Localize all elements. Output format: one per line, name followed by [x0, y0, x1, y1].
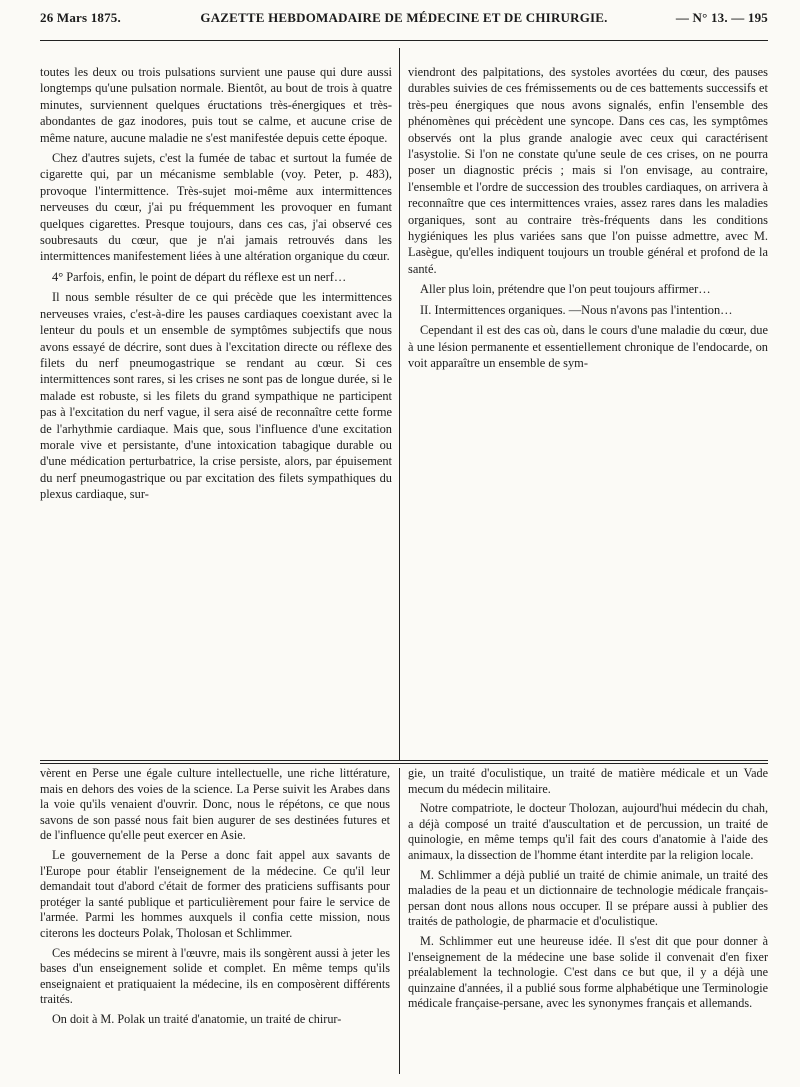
- paragraph: gie, un traité d'oculistique, un traité de matière médicale et un Vade mecum du médecin militaire.: [408, 766, 768, 796]
- paragraph: M. Schlimmer a déjà publié un traité de chimie animale, un traité des maladies de la peau et un dictionnaire de technologie médicale français-persan dont nous allons nous occuper. Il se prépare aussi à publier des traités de pathologie, de pharmacie et d'oculistique.: [408, 867, 768, 929]
- header-title: GAZETTE HEBDOMADAIRE DE MÉDECINE ET DE CHIRURGIE.: [200, 10, 608, 25]
- column-top-right: [408, 64, 768, 758]
- paragraph: toutes les deux ou trois pulsations survient une pause qui dure aussi longtemps qu'une pulsation normale. Bientôt, au bout de trois à quatre minutes, surviennent quelques éructations très-énergiques et très-abondantes de gaz inodores, puis tout se calme, et aucune crise de même nature, aucune maladie ne s'est manifestée depuis cette époque.: [40, 65, 392, 145]
- section-paragraph: II. Intermittences organiques. —Nous n'avons pas l'intention…: [420, 302, 733, 317]
- header-rule: [40, 40, 768, 41]
- paragraph: Le gouvernement de la Perse a donc fait appel aux savants de l'Europe pour établir l'enseignement de la médecine. Ce qu'il leur demandait tout d'abord c'était de former des praticiens suffisants pour protéger la santé publique et particulièrement pour faire le service de l'armée. Parmi les hommes auxquels il confia cette mission, nous citerons les docteurs Polak, Tholosan et Schlimmer.: [40, 847, 390, 940]
- paragraph: Chez d'autres sujets, c'est la fumée de tabac et surtout la fumée de cigarette qui, par un mécanisme semblable (voy. Peter, p. 483), provoque l'intermittence. Très-sujet moi-même aux intermittences nerveuses du cœur, j'ai pu fréquemment les provoquer en fumant quelques cigarettes. Presque toujours, dans ces cas, j'ai observé ces soubresauts du cœur, que je n'ai jamais retrouvés dans les intermittences manifestement liées à une altération organique du cœur.: [40, 151, 392, 264]
- column-top-left: [40, 64, 392, 758]
- paragraph: viendront des palpitations, des systoles avortées du cœur, des pauses durables suivies de ces frémissements ou de ces battements successifs et très-peu énergiques que nous avons signalés, enfin l'ensemble des phénomènes qui précèdent une syncope. Dans ces cas, les symptômes observés ont la plus grande analogie avec ceux qui caractérisent l'asystolie. Si l'on ne constate qu'une seule de ces crises, on ne pourra poser un diagnostic précis ; mais si l'on envisage, au contraire, l'ensemble et l'ordre de succession des troubles cardiaques, on arrivera à reconnaître que ces intermittences vraies, assez rares dans les maladies organiques, sont au contraire très-fréquents dans les conditions hygiéniques les plus variées sans que l'on puisse admettre, avec M. Lasègue, qu'elles indiquent toujours un trouble général et profond de la santé.: [408, 65, 768, 276]
- header-issue-page: — N° 13. — 195: [675, 10, 768, 25]
- paragraph: Notre compatriote, le docteur Tholozan, aujourd'hui médecin du chah, a déjà composé un traité d'auscultation et de percussion, un traité de quinologie, en même temps qu'il fait des cours d'anatomie à l'aide des animaux, la dissection de l'homme étant interdite par la religion locale.: [408, 801, 768, 862]
- column-divider-bottom: [399, 768, 400, 1074]
- paragraph: Il nous semble résulter de ce qui précède que les intermittences nerveuses vraies, c'est-à-dire les pauses cardiaques coexistant avec la lenteur du pouls et un ensemble de symptômes subjectifs que nous avons essayé de décrire, sont dues à l'excitation directe ou réflexe des filets du nerf pneumogastrique se rendant au cœur. Si ces intermittences sont rares, si les crises ne sont pas de longue durée, si le malade est robuste, si les filets du grand sympathique ne participent pas à l'excitation du nerf vague, il sera aisé de reconnaître cette forme de l'arhythmie cardiaque. Mais que, sous l'influence d'une excitation morale vive et persistante, d'une intoxication tabagique durable ou d'une médication perturbatrice, la crise persiste, alors, par épuisement du nerf pneumogastrique ou par excitation des filets sympathiques du plexus cardiaque, sur-: [40, 290, 392, 502]
- column-divider-top: [399, 48, 400, 760]
- column-bottom-right: [408, 766, 768, 1076]
- paragraph: On doit à M. Polak un traité d'anatomie, un traité de chirur-: [52, 1011, 342, 1026]
- paragraph: vèrent en Perse une égale culture intellectuelle, une riche littérature, mais en dehors des voies de la science. La Perse suivit les Arabes dans la voie qu'ils venaient d'ouvrir. Donc, nous le répétons, ce que nous savons de son passé nous fait bien augurer de ses destinées futures et de l'influence qu'elle peut exercer en Asie.: [40, 766, 390, 843]
- paragraph: Aller plus loin, prétendre que l'on peut toujours affirmer…: [420, 282, 711, 297]
- header-date: 26 Mars 1875.: [40, 10, 121, 25]
- section-rule-2: [40, 763, 768, 764]
- paragraph: Ces médecins se mirent à l'œuvre, mais ils songèrent aussi à jeter les bases d'un enseignement solide et complet. En même temps qu'ils enseignaient et pratiquaient la médecine, ils en composèrent différents traités.: [40, 945, 390, 1007]
- paragraph: 4° Parfois, enfin, le point de départ du réflexe est un nerf…: [52, 269, 347, 284]
- paragraph: M. Schlimmer eut une heureuse idée. Il s'est dit que pour donner à l'enseignement de la médecine une base solide il convenait d'en fixer préalablement la technologie. C'est dans ce but que, il y a déjà une quinzaine d'années, il a publié sous forme alphabétique une Terminologie médicale française-persane, avec les synonymes français et allemands.: [408, 933, 768, 1011]
- page-header: [40, 6, 768, 32]
- paragraph: Cependant il est des cas où, dans le cours d'une maladie du cœur, due à une lésion permanente et essentiellement chronique de l'endocarde, on voit apparaître un ensemble de sym-: [408, 323, 768, 370]
- section-rule-1: [40, 760, 768, 761]
- column-bottom-left: [40, 766, 390, 1076]
